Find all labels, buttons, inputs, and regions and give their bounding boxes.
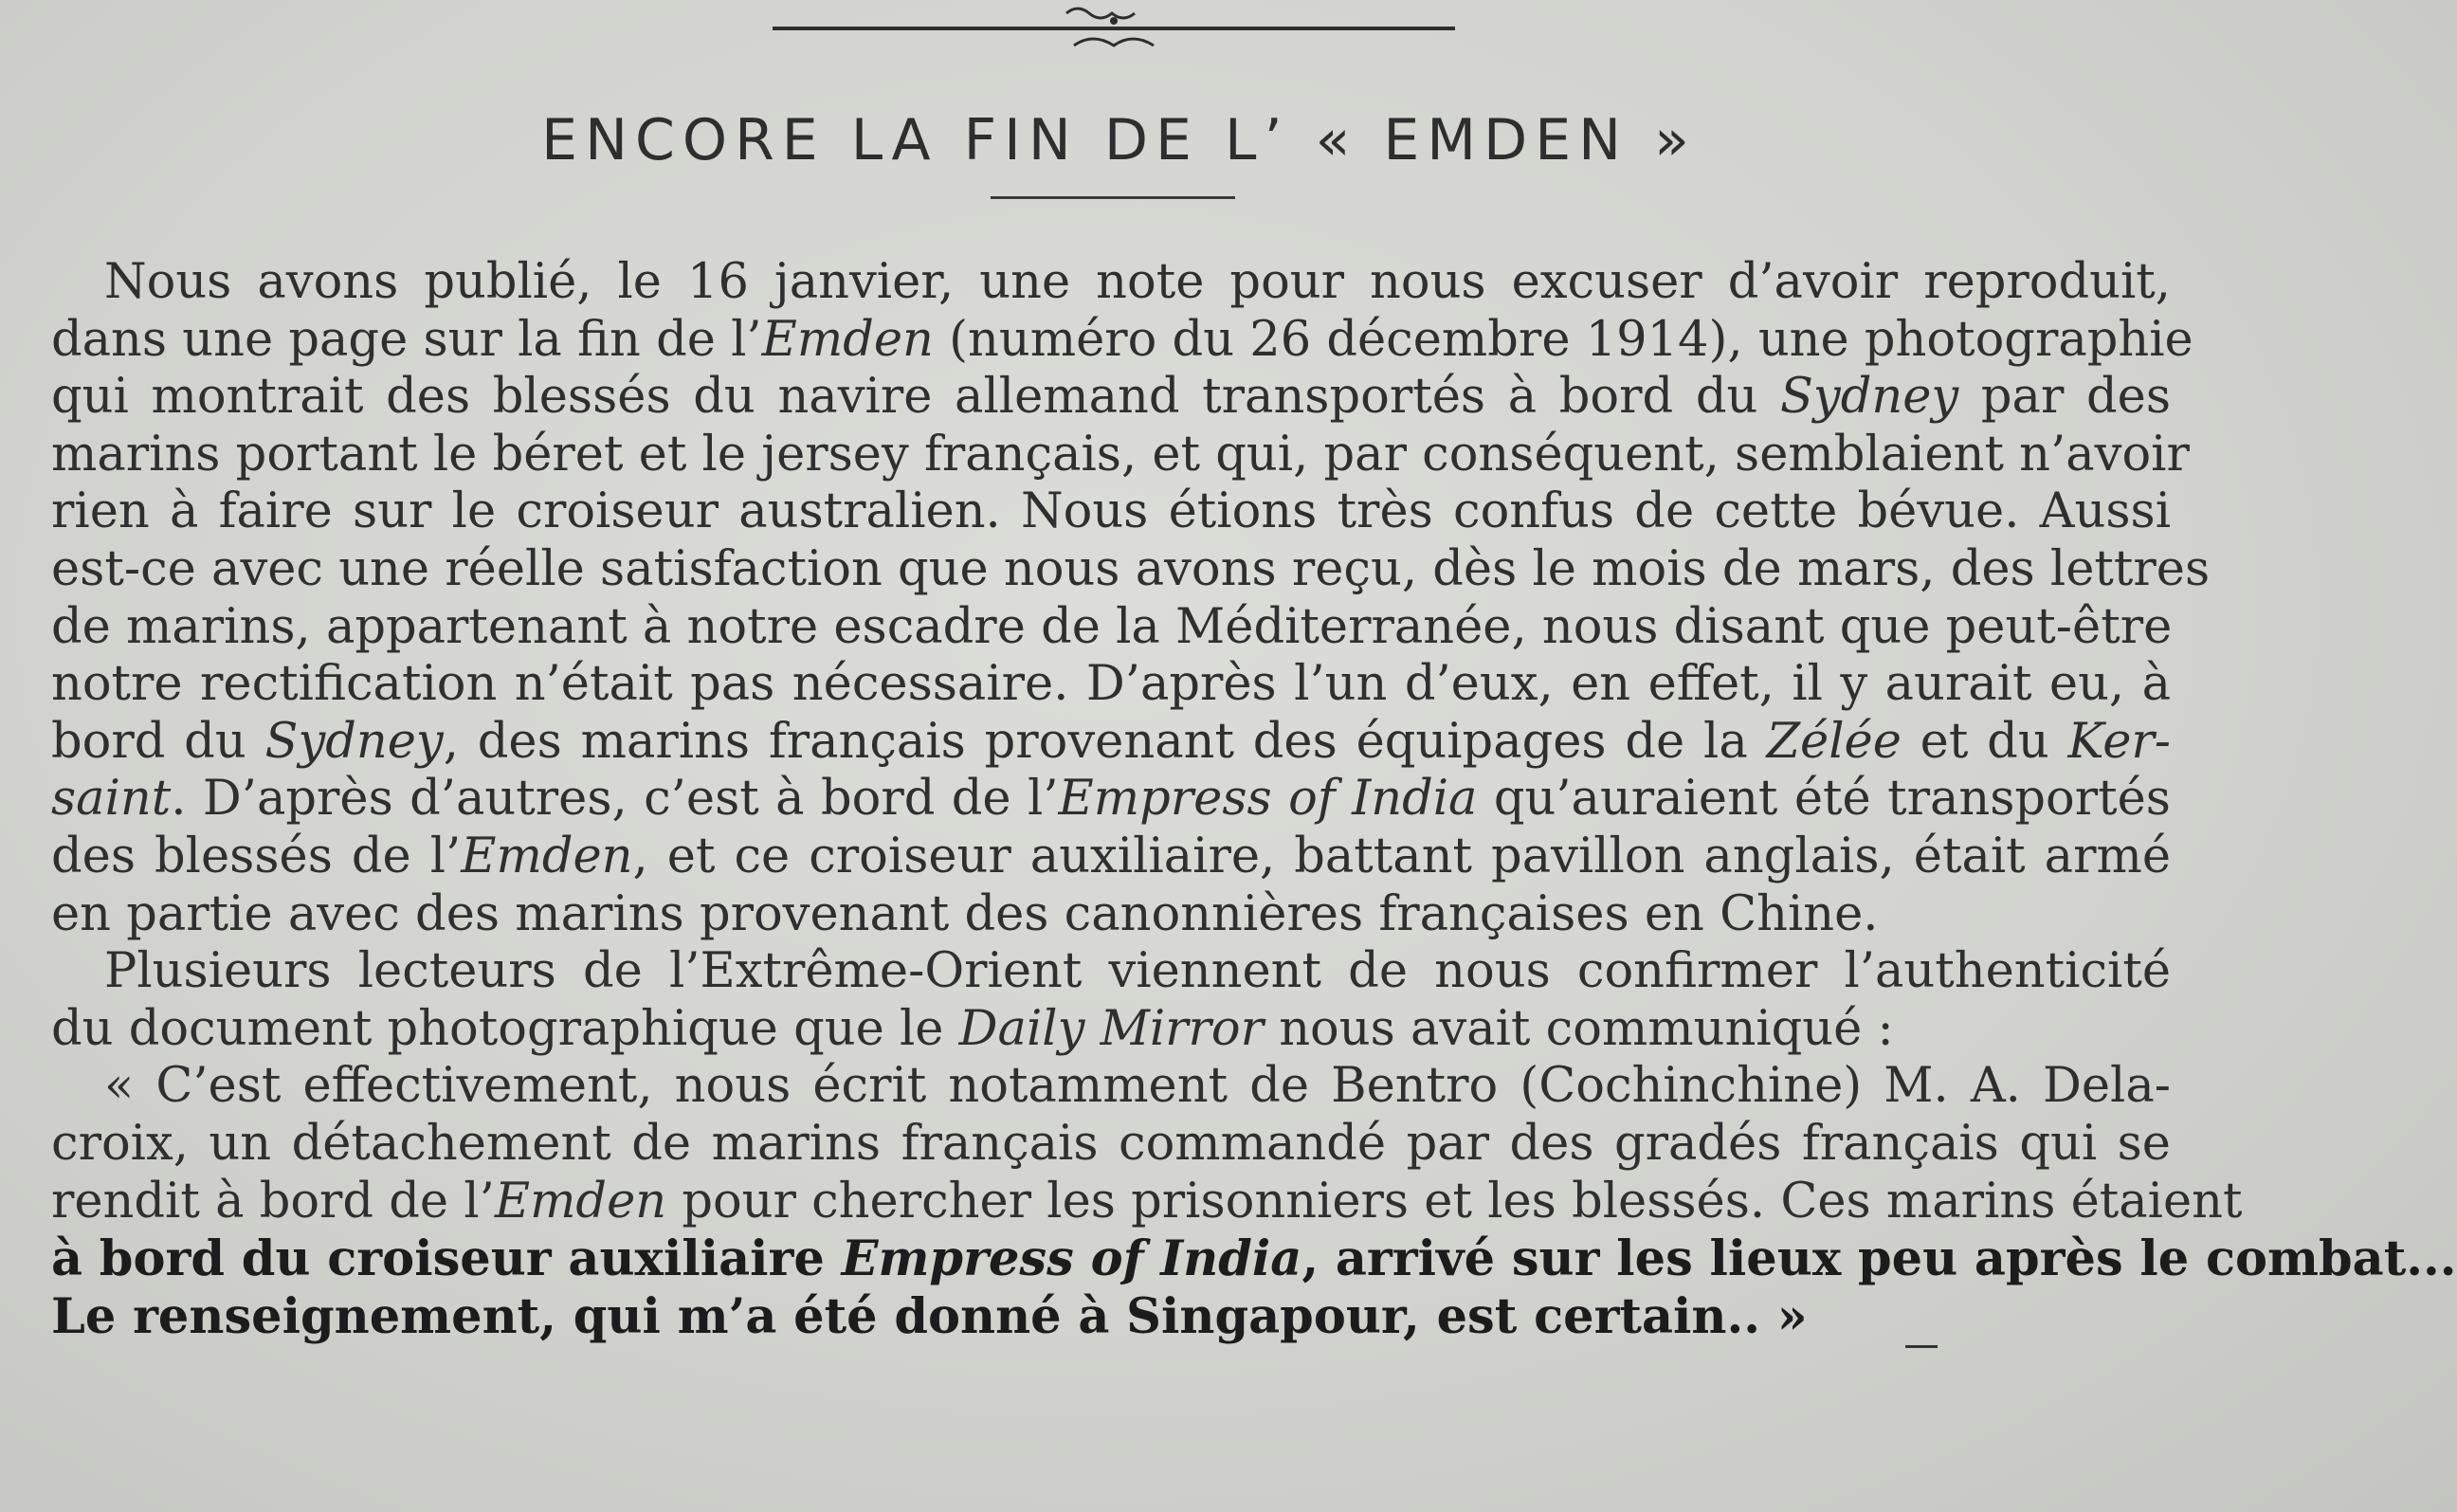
article-title: ENCORE LA FIN DE L’ « EMDEN »	[541, 107, 1697, 173]
ship-name-emden: Emden	[494, 1173, 667, 1230]
paragraph-1-line-11: des blessés de l’Emden, et ce croiseur auxiliaire, battant pavillon anglais, était armé	[51, 828, 2172, 884]
header-ornament	[773, 0, 1455, 66]
paragraph-1-line-12: en partie avec des marins provenant des canonnières françaises en Chine.	[51, 885, 1879, 942]
article-body	[51, 254, 2457, 1345]
ship-name-sydney: Sydney	[264, 713, 444, 770]
paragraph-1-line-5: rien à faire sur le croiseur australien. Nous étions très confus de cette bévue. Aussi	[51, 483, 2171, 540]
title-underline-rule	[991, 196, 1235, 199]
paragraph-1-line-9: bord du Sydney, des marins français provenant des équipages de la Zélée et du Ker-	[51, 713, 2172, 770]
quote-line-5: Le renseignement, qui m’a été donné à Singapour, est certain.. »	[51, 1287, 1808, 1345]
ship-name-emden: Emden	[461, 828, 633, 884]
ship-name-empress-of-india: Empress of India	[1058, 771, 1478, 828]
ship-name-empress-of-india: Empress of India	[841, 1230, 1302, 1288]
paragraph-1-line-10: saint. D’après d’autres, c’est à bord de l’Empress of India qu’auraient été transportés	[51, 771, 2171, 828]
paragraph-2-line-1: Plusieurs lecteurs de l’Extrême-Orient viennent de nous confirmer l’authenticité	[104, 943, 2171, 1000]
paragraph-1-line-4: marins portant le béret et le jersey français, et qui, par conséquent, semblaient n’avoir	[51, 426, 2190, 483]
paragraph-1-line-7: de marins, appartenant à notre escadre de la Méditerranée, nous disant que peut-être	[51, 598, 2173, 655]
quote-line-3: rendit à bord de l’Emden pour chercher les prisonniers et les blessés. Ces marins étaient	[51, 1173, 2243, 1230]
quote-line-2: croix, un détachement de marins français commandé par des gradés français qui se	[51, 1115, 2171, 1172]
end-dash	[1905, 1345, 1938, 1348]
paragraph-1-line-1: Nous avons publié, le 16 janvier, une note pour nous excuser d’avoir reproduit,	[104, 254, 2171, 310]
paragraph-1-line-8: notre rectification n’était pas nécessaire. D’après l’un d’eux, en effet, il y aurait eu, à	[51, 656, 2171, 713]
paragraph-1-line-2: dans une page sur la fin de l’Emden (numéro du 26 décembre 1914), une photographie	[51, 311, 2193, 368]
ship-name-zelee: Zélée	[1766, 713, 1902, 770]
ship-name-kersaint: Ker-	[2067, 713, 2172, 770]
ship-name-sydney: Sydney	[1779, 369, 1959, 426]
paragraph-2-line-2: du document photographique que le Daily Mirror nous avait communiqué :	[51, 1000, 1894, 1057]
quote-line-4: à bord du croiseur auxiliaire Empress of India, arrivé sur les lieux peu après le combat...	[51, 1230, 2457, 1288]
quote-line-1: « C’est effectivement, nous écrit notamment de Bentro (Cochinchine) M. A. Dela-	[104, 1058, 2171, 1115]
newspaper-name-daily-mirror: Daily Mirror	[958, 1000, 1264, 1057]
ship-name-kersaint: saint	[51, 771, 172, 828]
paragraph-1-line-6: est-ce avec une réelle satisfaction que nous avons reçu, dès le mois de mars, des lettres	[51, 540, 2211, 597]
paragraph-1-line-3: qui montrait des blessés du navire allemand transportés à bord du Sydney par des	[51, 369, 2171, 426]
ship-name-emden: Emden	[761, 311, 934, 368]
